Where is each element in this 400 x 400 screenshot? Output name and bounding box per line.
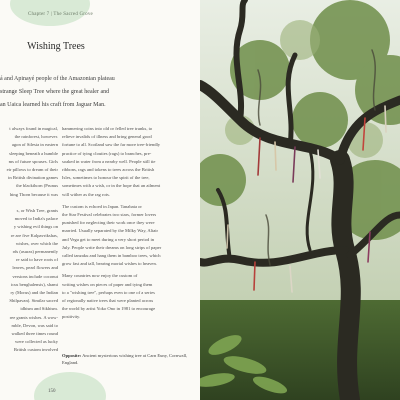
column-line: practice of tying clouties (rags) to branches, pre- (62, 150, 152, 156)
column-line: versions include coconut (12, 273, 58, 279)
column-line (0, 199, 58, 207)
column-line: the world by artist Yoko Ono in 1981 to encourage (62, 306, 156, 312)
column-line: moved to India's palace (14, 216, 58, 222)
caption-text: Ancient mysterious wishing tree at Carn Euny, Cornwall, England. (62, 353, 188, 365)
body-column-right (62, 125, 192, 322)
column-line: hing Thorn because it was (9, 191, 58, 197)
column-line: y wishing evil things on (13, 224, 58, 230)
column-line: in British divination games (8, 175, 58, 181)
column-line: ms of future spouses. Girls (8, 158, 58, 164)
column-line: to a "wishing tree", perhaps even to one of a series (62, 289, 155, 295)
column-line: sometimes with a wish, or in the hope that an ailment (62, 183, 161, 189)
column-line: will wither as the rag rots. (62, 191, 110, 197)
column-line: fortune to all. Scotland saw the far more tree-friendly (62, 142, 161, 148)
column-line: agon of Silesia in eastern (11, 142, 58, 148)
column-line: rds (asuras) permanently (12, 249, 58, 255)
column-line: ry (Morus) and the Indian (10, 290, 58, 296)
column-line: grow fast and tall, bearing mortal wishes to heaven. (62, 261, 157, 267)
wishing-tree-photo (200, 0, 400, 400)
column-line: leaves, pearl flowers and (12, 265, 58, 271)
column-line: icus benghalensis), shami (10, 281, 58, 287)
column-line: July. People write their dreams on long strips of paper (62, 244, 162, 250)
column-line: walked three times round (11, 331, 58, 337)
intro-line: strange Sleep Tree where the great healer and (0, 89, 110, 95)
column-line: wishes, over which the (15, 240, 58, 246)
section-title: Wishing Trees (27, 41, 85, 52)
photo-caption (62, 352, 196, 366)
column-line: hammering coins into old or felled tree trunks, to (62, 126, 153, 131)
column-line: writing wishes on pieces of paper and tying them (62, 281, 153, 287)
column-line: married. Usually separated by the Milky Way, Altair (62, 228, 159, 234)
column-line: re said to have roots of (16, 257, 58, 263)
decorative-blob-bottom (34, 372, 106, 400)
caption-label: Opposite: (62, 353, 82, 358)
column-line: Shilpavan). Similar sacred (9, 298, 58, 304)
column-line: Isles, sometimes to honour the spirit of the tree, (62, 175, 150, 181)
column-line: Many countries now enjoy the custom of (62, 273, 138, 279)
column-line: British custom involved (13, 347, 58, 353)
column-line: were collected as lucky (15, 339, 58, 345)
column-line: ree grants wishes. A wow- (9, 314, 58, 320)
column-line: the blackthorn (Prunus (16, 183, 58, 189)
intro-line: an Uaica learned his craft from Jaguar Man. (0, 102, 106, 108)
column-line: re are five Kalpavrikshas, (10, 232, 58, 238)
column-line: and Vega get to meet during a very short period in (62, 236, 155, 242)
column-line: The custom is echoed in Japan. Tanabata or (62, 203, 142, 209)
column-line: t always found in magical, (9, 126, 58, 131)
intro-line: á and Apinayé people of the Amazonian plateau (0, 76, 115, 82)
column-line: of regionally native trees that were planted across (62, 298, 154, 304)
column-line: mble, Devon, was said to (11, 322, 58, 328)
column-line: eir pillows to dream of their (6, 167, 58, 173)
body-column-left (0, 125, 58, 355)
column-line: s, or Wish Tree, grants (16, 208, 58, 214)
column-line: punished for neglecting their work once they were (62, 220, 155, 226)
page-number: 150 (48, 389, 56, 394)
column-line: idhism and Sikhism. (20, 306, 58, 312)
chapter-header: Chapter 7 | The Sacred Grove (28, 12, 93, 17)
column-line: soaked in water from a nearby well. People still tie (62, 158, 156, 164)
column-line: the rainforest, however. (14, 134, 58, 140)
column-line: ribbons, rags and tokens to trees across the British (62, 167, 155, 173)
column-line: positivity. (62, 314, 81, 320)
column-line: relieve invalids of illness and bring general good (62, 134, 152, 140)
column-line: the Star Festival celebrates two stars, former lovers (62, 212, 157, 218)
column-line: called tanzaku and hang them in bamboo trees, which (62, 253, 161, 259)
intro-paragraph (0, 73, 198, 112)
column-line: sleeping beneath a humble (9, 150, 58, 156)
